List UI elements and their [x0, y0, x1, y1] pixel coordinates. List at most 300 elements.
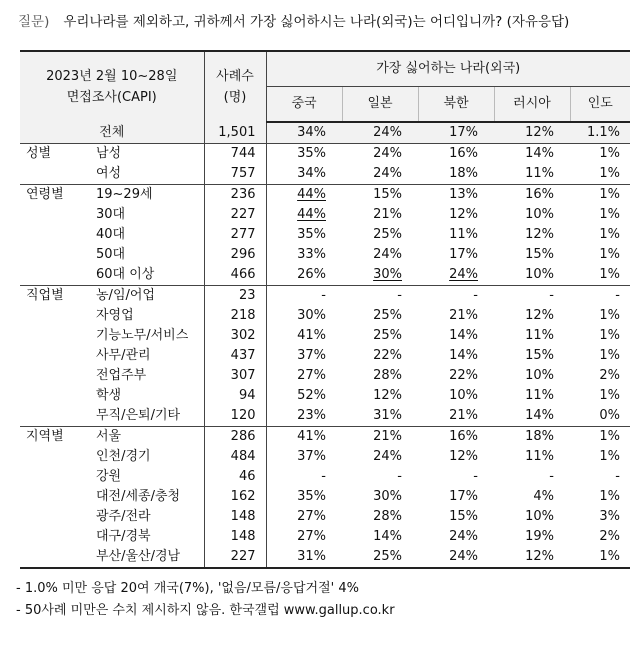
value-cell: [266, 547, 342, 568]
value-text: 24%: [373, 166, 402, 181]
case-count: 302: [204, 326, 266, 346]
value-text: 31%: [297, 549, 326, 564]
table-row: [20, 386, 630, 406]
case-count: 1,501: [204, 122, 266, 144]
value-cell: [266, 366, 342, 386]
value-cell: [494, 144, 570, 165]
value-text: 25%: [373, 308, 402, 323]
value-cell: [494, 527, 570, 547]
value-text: 12%: [449, 449, 478, 464]
case-count: 484: [204, 447, 266, 467]
case-count: 227: [204, 547, 266, 568]
case-count: 162: [204, 487, 266, 507]
value-cell: [342, 225, 418, 245]
survey-method: 면접조사(CAPI): [66, 90, 157, 105]
value-text: -: [321, 288, 326, 303]
value-text: 33%: [297, 247, 326, 262]
value-cell: [494, 467, 570, 487]
value-cell: [418, 547, 494, 568]
value-text: -: [473, 288, 478, 303]
case-count: 148: [204, 527, 266, 547]
value-text: 35%: [297, 489, 326, 504]
value-text: 13%: [449, 187, 478, 202]
value-cell: [494, 286, 570, 307]
value-cell: [570, 366, 630, 386]
value-text: 22%: [373, 348, 402, 363]
group-label: [20, 346, 92, 366]
value-text: 18%: [449, 166, 478, 181]
value-cell: [342, 527, 418, 547]
footnote-2: - 50사례 미만은 수치 제시하지 않음. 한국갤럽 www.gallup.co.kr: [16, 603, 395, 618]
row-label: 무직/은퇴/기타: [92, 406, 204, 427]
footnote-1: - 1.0% 미만 응답 20여 개국(7%), '없음/모름/응답거절' 4%: [16, 581, 359, 596]
table-row: [20, 225, 630, 245]
row-label: 강원: [96, 469, 122, 484]
row-label: 대구/경북: [96, 529, 151, 544]
value-text: 10%: [525, 267, 554, 282]
value-cell: [342, 427, 418, 448]
group-label: [20, 447, 92, 467]
value-text: 10%: [449, 388, 478, 403]
value-cell: [342, 386, 418, 406]
row-label: 학생: [96, 388, 122, 403]
value-cell: [266, 306, 342, 326]
value-text: 16%: [449, 429, 478, 444]
table-row: [20, 507, 630, 527]
value-text: 24%: [373, 146, 402, 161]
value-text: 25%: [373, 227, 402, 242]
value-cell: [570, 386, 630, 406]
group-label: 지역별: [26, 429, 64, 444]
value-text: 17%: [449, 247, 478, 262]
table-row-total: [20, 122, 630, 144]
table-row: [20, 164, 630, 185]
group-label: [20, 547, 92, 568]
value-text: 1%: [599, 549, 620, 564]
group-label: [20, 406, 92, 427]
value-text: 14%: [449, 328, 478, 343]
case-count: 277: [204, 225, 266, 245]
value-text: 12%: [525, 308, 554, 323]
value-text: 12%: [525, 227, 554, 242]
value-cell: [570, 144, 630, 165]
value-text: 1%: [599, 146, 620, 161]
value-cell: [418, 144, 494, 165]
value-text: 14%: [373, 529, 402, 544]
value-cell: [494, 265, 570, 286]
table-row: [20, 185, 630, 206]
country-header: 일본: [342, 87, 418, 123]
case-count: 148: [204, 507, 266, 527]
value-cell: [418, 507, 494, 527]
value-text: 12%: [449, 207, 478, 222]
value-cell: [570, 547, 630, 568]
case-count: 286: [204, 427, 266, 448]
group-label: 성별: [26, 146, 52, 161]
group-label: [20, 487, 92, 507]
value-cell: [418, 386, 494, 406]
value-cell: [494, 447, 570, 467]
country-header: 중국: [266, 87, 342, 123]
row-label: 30대: [96, 207, 126, 222]
value-text: 1%: [599, 449, 620, 464]
value-cell: [570, 245, 630, 265]
row-label: 전체: [20, 122, 204, 144]
results-table: [20, 50, 630, 569]
value-cell: [266, 286, 342, 307]
value-text: 24%: [449, 549, 478, 564]
group-label: [20, 245, 92, 265]
value-text: -: [397, 469, 402, 484]
value-cell: [418, 225, 494, 245]
case-count: 23: [204, 286, 266, 307]
value-text: 28%: [373, 368, 402, 383]
value-text: 1%: [599, 388, 620, 403]
value-cell: 34%: [266, 122, 342, 144]
row-label: 여성: [92, 164, 204, 185]
group-label: [20, 507, 92, 527]
value-text: 11%: [525, 166, 554, 181]
case-count: 757: [204, 164, 266, 185]
value-cell: [570, 527, 630, 547]
value-cell: [418, 306, 494, 326]
value-text: 11%: [525, 449, 554, 464]
value-text: 27%: [297, 368, 326, 383]
value-text: 24%: [449, 267, 478, 282]
value-cell: [342, 245, 418, 265]
value-cell: [418, 265, 494, 286]
value-cell: [494, 346, 570, 366]
case-count: 46: [204, 467, 266, 487]
value-cell: [494, 205, 570, 225]
table-row: [20, 326, 630, 346]
question-tag: 질문): [18, 14, 50, 30]
value-cell: [342, 164, 418, 185]
table-row: [20, 306, 630, 326]
value-cell: [418, 467, 494, 487]
value-cell: [570, 286, 630, 307]
table-row: [20, 245, 630, 265]
value-cell: [570, 487, 630, 507]
value-text: -: [549, 288, 554, 303]
table-row: [20, 527, 630, 547]
value-cell: [494, 326, 570, 346]
table-row: [20, 547, 630, 568]
value-text: 19%: [525, 529, 554, 544]
question: [18, 10, 628, 30]
value-cell: [266, 427, 342, 448]
value-cell: [570, 406, 630, 427]
value-text: 1%: [599, 207, 620, 222]
value-cell: [266, 406, 342, 427]
value-text: -: [397, 288, 402, 303]
value-cell: [494, 245, 570, 265]
group-label: [20, 467, 92, 487]
country-header: 인도: [570, 87, 630, 123]
row-label: 50대: [96, 247, 126, 262]
group-label: [20, 527, 92, 547]
value-text: 23%: [297, 408, 326, 423]
value-text: 1%: [599, 348, 620, 363]
question-text: 우리나라를 제외하고, 귀하께서 가장 싫어하시는 나라(외국)는 어디입니까? (자유응답): [63, 14, 570, 30]
value-text: 34%: [297, 166, 326, 181]
value-text: 37%: [297, 449, 326, 464]
value-cell: [570, 225, 630, 245]
value-text: 1%: [599, 308, 620, 323]
value-cell: [266, 346, 342, 366]
value-cell: [266, 447, 342, 467]
value-cell: [342, 306, 418, 326]
value-text: 11%: [525, 388, 554, 403]
value-cell: [418, 245, 494, 265]
value-text: 1%: [599, 267, 620, 282]
value-cell: 12%: [494, 122, 570, 144]
value-cell: [418, 447, 494, 467]
value-cell: [418, 205, 494, 225]
row-label: 서울: [96, 429, 122, 444]
value-text: 26%: [297, 267, 326, 282]
value-text: 21%: [449, 308, 478, 323]
case-count: 466: [204, 265, 266, 286]
value-cell: [418, 286, 494, 307]
value-cell: [570, 265, 630, 286]
table-row: [20, 205, 630, 225]
table-row: [20, 366, 630, 386]
value-text: 15%: [525, 247, 554, 262]
value-cell: [494, 225, 570, 245]
case-count: 744: [204, 144, 266, 165]
group-label: [20, 265, 92, 286]
value-cell: [266, 205, 342, 225]
value-text: 21%: [373, 207, 402, 222]
value-text: 35%: [297, 146, 326, 161]
value-cell: [266, 386, 342, 406]
value-text: 25%: [373, 328, 402, 343]
row-label: 40대: [96, 227, 126, 242]
value-cell: [342, 185, 418, 206]
case-count: 94: [204, 386, 266, 406]
value-text: 35%: [297, 227, 326, 242]
value-cell: [570, 346, 630, 366]
table-row: [20, 144, 630, 165]
value-cell: 17%: [418, 122, 494, 144]
value-cell: [418, 185, 494, 206]
table-row: [20, 265, 630, 286]
value-cell: [266, 487, 342, 507]
value-cell: [266, 527, 342, 547]
value-text: 14%: [525, 408, 554, 423]
value-text: 12%: [373, 388, 402, 403]
country-header: 러시아: [494, 87, 570, 123]
value-cell: [342, 547, 418, 568]
value-text: 10%: [525, 207, 554, 222]
value-text: 24%: [373, 449, 402, 464]
table-row: [20, 286, 630, 307]
value-text: 41%: [297, 429, 326, 444]
country-group-header: 가장 싫어하는 나라(외국): [266, 51, 630, 87]
group-label: [20, 386, 92, 406]
value-cell: [570, 306, 630, 326]
case-count: 437: [204, 346, 266, 366]
value-cell: [570, 205, 630, 225]
value-text: 1%: [599, 489, 620, 504]
table-row: [20, 406, 630, 427]
value-text: 17%: [449, 489, 478, 504]
value-cell: [266, 225, 342, 245]
group-label: 연령별: [26, 187, 64, 202]
value-text: 37%: [297, 348, 326, 363]
value-cell: [494, 164, 570, 185]
value-text: 11%: [525, 328, 554, 343]
group-label: [20, 205, 92, 225]
case-count: 227: [204, 205, 266, 225]
row-label: 남성: [96, 146, 122, 161]
value-text: 21%: [373, 429, 402, 444]
group-label: [20, 225, 92, 245]
value-text: 25%: [373, 549, 402, 564]
value-text: 30%: [373, 489, 402, 504]
value-text: -: [615, 469, 620, 484]
value-cell: [266, 265, 342, 286]
value-cell: [266, 467, 342, 487]
value-cell: [570, 447, 630, 467]
value-cell: [266, 144, 342, 165]
value-cell: [418, 366, 494, 386]
value-text: 1%: [599, 328, 620, 343]
country-header: 북한: [418, 87, 494, 123]
value-cell: [266, 245, 342, 265]
survey-info-header: [20, 51, 204, 122]
value-text: 1%: [599, 429, 620, 444]
table-row: [20, 467, 630, 487]
value-cell: [570, 164, 630, 185]
value-text: 30%: [373, 267, 402, 282]
value-cell: 24%: [342, 122, 418, 144]
row-label: 기능노무/서비스: [96, 328, 189, 343]
value-text: 24%: [449, 529, 478, 544]
value-cell: [342, 507, 418, 527]
value-text: 1%: [599, 227, 620, 242]
value-text: 4%: [533, 489, 554, 504]
value-cell: [418, 527, 494, 547]
value-cell: 1.1%: [570, 122, 630, 144]
row-label: 광주/전라: [96, 509, 151, 524]
value-cell: [494, 487, 570, 507]
row-label: 자영업: [96, 308, 134, 323]
value-text: 16%: [525, 187, 554, 202]
value-text: -: [321, 469, 326, 484]
table-row: [20, 427, 630, 448]
row-label: 인천/경기: [96, 449, 151, 464]
value-text: 21%: [449, 408, 478, 423]
value-cell: [342, 144, 418, 165]
value-cell: [570, 507, 630, 527]
value-cell: [494, 366, 570, 386]
value-text: 14%: [525, 146, 554, 161]
value-text: 52%: [297, 388, 326, 403]
value-text: 10%: [525, 368, 554, 383]
value-text: 18%: [525, 429, 554, 444]
value-cell: [342, 265, 418, 286]
value-text: 30%: [297, 308, 326, 323]
value-cell: [342, 286, 418, 307]
value-text: 16%: [449, 146, 478, 161]
value-cell: [418, 164, 494, 185]
value-cell: [342, 326, 418, 346]
value-text: 44%: [297, 187, 326, 202]
value-text: 1%: [599, 247, 620, 262]
value-text: 22%: [449, 368, 478, 383]
value-text: 15%: [449, 509, 478, 524]
group-label: [20, 306, 92, 326]
value-cell: [418, 326, 494, 346]
value-cell: [494, 507, 570, 527]
value-text: 2%: [599, 368, 620, 383]
value-cell: [266, 185, 342, 206]
row-label: 부산/울산/경남: [92, 547, 204, 568]
case-count: 218: [204, 306, 266, 326]
value-text: 12%: [525, 549, 554, 564]
value-text: 15%: [373, 187, 402, 202]
value-cell: [342, 406, 418, 427]
case-count: 236: [204, 185, 266, 206]
value-text: -: [615, 288, 620, 303]
value-text: 3%: [599, 509, 620, 524]
row-label: 19~29세: [96, 187, 153, 202]
row-label: 사무/관리: [96, 348, 151, 363]
value-cell: [342, 447, 418, 467]
row-label: 전업주부: [96, 368, 147, 383]
case-count: 120: [204, 406, 266, 427]
value-text: 2%: [599, 529, 620, 544]
row-label: 대전/세종/충청: [96, 489, 181, 504]
table-row: [20, 487, 630, 507]
value-cell: [418, 427, 494, 448]
value-text: 15%: [525, 348, 554, 363]
value-cell: [570, 326, 630, 346]
row-label: 농/임/어업: [96, 288, 155, 303]
value-cell: [342, 467, 418, 487]
value-text: 31%: [373, 408, 402, 423]
value-cell: [342, 366, 418, 386]
value-cell: [494, 427, 570, 448]
value-text: 27%: [297, 529, 326, 544]
value-cell: [494, 547, 570, 568]
value-cell: [418, 406, 494, 427]
value-text: 28%: [373, 509, 402, 524]
cases-header: 사례수 (명): [204, 51, 266, 122]
value-cell: [494, 185, 570, 206]
value-text: 1%: [599, 187, 620, 202]
value-text: 14%: [449, 348, 478, 363]
value-cell: [494, 306, 570, 326]
group-label: 직업별: [26, 288, 64, 303]
value-cell: [494, 386, 570, 406]
value-text: -: [473, 469, 478, 484]
group-label: [20, 326, 92, 346]
value-cell: [570, 427, 630, 448]
value-text: 41%: [297, 328, 326, 343]
value-text: 44%: [297, 207, 326, 222]
value-text: -: [549, 469, 554, 484]
value-text: 24%: [373, 247, 402, 262]
value-text: 27%: [297, 509, 326, 524]
value-cell: [342, 346, 418, 366]
value-cell: [266, 326, 342, 346]
value-text: 11%: [449, 227, 478, 242]
value-cell: [342, 487, 418, 507]
value-cell: [342, 205, 418, 225]
